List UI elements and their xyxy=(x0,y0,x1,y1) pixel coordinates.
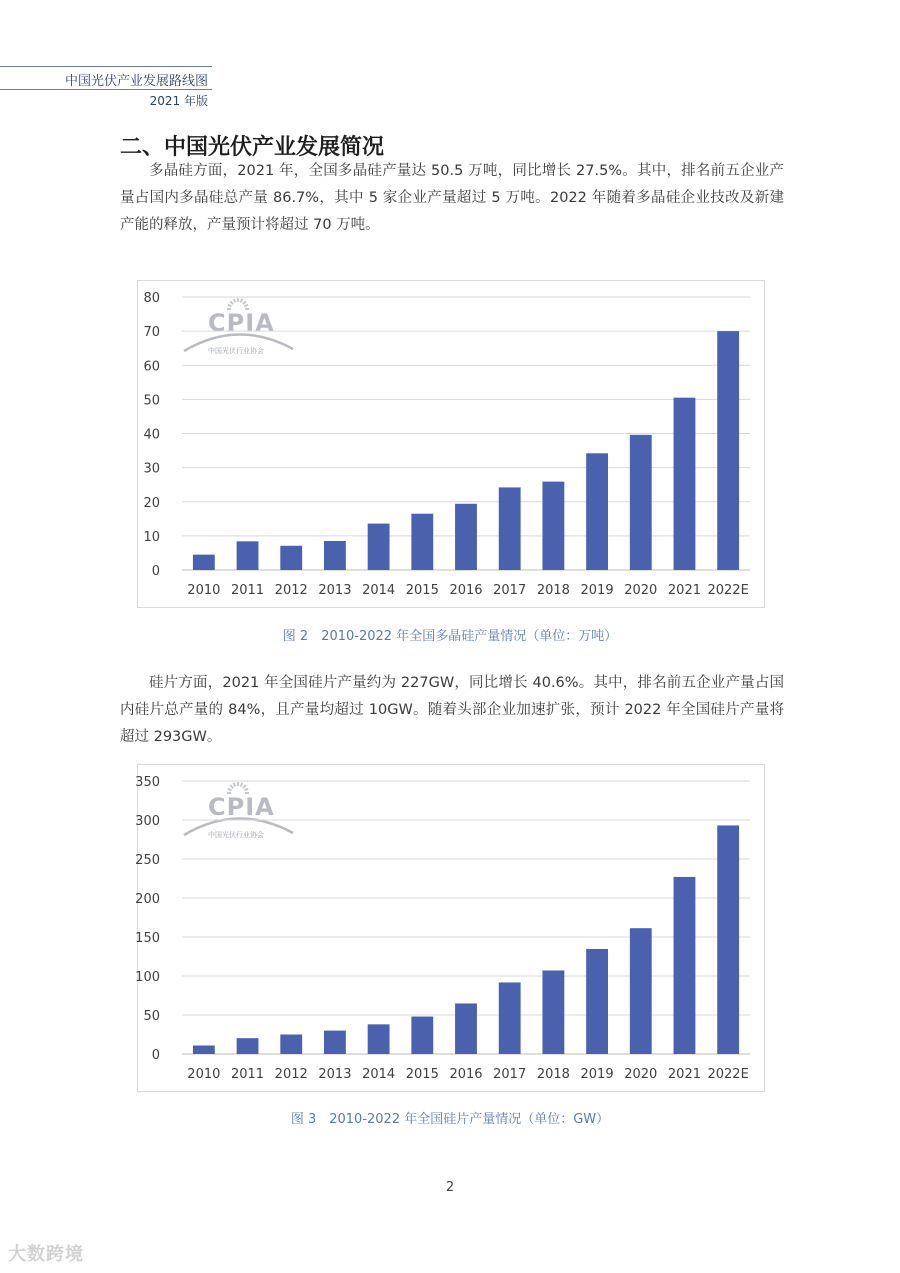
gear-icon xyxy=(227,298,249,309)
x-tick-label: 2022E xyxy=(707,1067,749,1082)
x-tick-label: 2013 xyxy=(318,1067,352,1082)
section-title: 二、中国光伏产业发展简况 xyxy=(120,135,385,160)
y-tick-label: 350 xyxy=(135,775,160,790)
chart-wafer-svg xyxy=(135,765,764,1091)
x-tick-label: 2019 xyxy=(580,583,614,598)
header-rule-middle xyxy=(0,89,212,90)
x-tick-label: 2017 xyxy=(493,1067,527,1082)
bar xyxy=(499,487,521,570)
figure-caption-2: 图 2 2010-2022 年全国多晶硅产量情况（单位：万吨） xyxy=(282,629,618,644)
chart-polysilicon xyxy=(137,280,765,608)
bar xyxy=(193,555,215,570)
paragraph-wafer: 硅片方面，2021 年全国硅片产量约为 227GW，同比增长 40.6%。其中，排名前五企业产量占国内硅片总产量的 84%，且产量均超过 10GW。随着头部企业加速扩张，预计 2022 年全国硅片产量将超过 293GW。 xyxy=(120,675,784,745)
logo-org-name: 中国光伏行业协会 xyxy=(208,347,264,355)
x-tick-label: 2010 xyxy=(187,583,221,598)
x-tick-label: 2012 xyxy=(274,1067,308,1082)
bar xyxy=(586,453,608,570)
bar xyxy=(280,546,302,570)
bar xyxy=(586,949,608,1054)
cpia-logo xyxy=(184,298,293,355)
x-tick-label: 2014 xyxy=(362,1067,396,1082)
bar xyxy=(324,1031,346,1054)
x-tick-label: 2018 xyxy=(536,583,570,598)
bar xyxy=(717,825,739,1054)
y-tick-label: 70 xyxy=(143,325,160,341)
x-tick-label: 2020 xyxy=(624,1067,658,1082)
x-tick-label: 2019 xyxy=(580,1067,614,1082)
bar xyxy=(542,482,564,570)
x-tick-label: 2013 xyxy=(318,583,352,598)
y-tick-label: 50 xyxy=(143,393,160,409)
header-title: 中国光伏产业发展路线图 xyxy=(64,74,208,89)
y-tick-label: 30 xyxy=(143,461,160,477)
y-tick-label: 40 xyxy=(143,427,160,443)
figure-caption-3: 图 3 2010-2022 年全国硅片产量情况（单位：GW） xyxy=(290,1112,610,1127)
y-tick-label: 0 xyxy=(151,1048,160,1063)
watermark: 大数跨境 xyxy=(8,1244,84,1265)
x-tick-label: 2010 xyxy=(187,1067,221,1082)
x-tick-label: 2021 xyxy=(667,583,702,598)
bar xyxy=(237,1038,259,1054)
x-tick-label: 2017 xyxy=(493,583,527,598)
bar xyxy=(542,970,564,1054)
chart-wafer xyxy=(137,764,765,1092)
bar xyxy=(193,1045,215,1054)
bar xyxy=(455,504,477,570)
bar xyxy=(411,1017,433,1054)
x-tick-label: 2021 xyxy=(667,1067,702,1082)
y-tick-label: 100 xyxy=(135,970,160,985)
y-tick-label: 50 xyxy=(143,1009,160,1024)
logo-org-name: 中国光伏行业协会 xyxy=(208,831,264,839)
paragraph-polysilicon: 多晶硅方面，2021 年，全国多晶硅产量达 50.5 万吨，同比增长 27.5%。其中，排名前五企业产量占国内多晶硅总产量 86.7%，其中 5 家企业产量超过 5 万吨。2022 年随着多晶硅企业技改及新建产能的释放，产量预计将超过 70 万吨。 xyxy=(120,163,784,233)
page-number: 2 xyxy=(445,1180,455,1195)
bar xyxy=(674,877,696,1054)
y-tick-label: 20 xyxy=(143,495,160,511)
x-tick-label: 2018 xyxy=(536,1067,570,1082)
x-tick-label: 2015 xyxy=(405,583,439,598)
y-tick-label: 0 xyxy=(151,564,160,579)
bar xyxy=(499,982,521,1054)
bar xyxy=(368,524,390,570)
header-rule-top xyxy=(0,66,212,67)
gear-icon xyxy=(227,782,249,793)
logo-wordmark: CPIA xyxy=(208,309,275,337)
x-tick-label: 2011 xyxy=(230,583,265,598)
y-tick-label: 250 xyxy=(135,853,160,868)
y-tick-label: 300 xyxy=(135,814,160,829)
x-tick-label: 2015 xyxy=(405,1067,439,1082)
bar xyxy=(630,928,652,1054)
header-edition: 2021 年版 xyxy=(149,94,208,108)
bar xyxy=(674,398,696,570)
cpia-logo xyxy=(184,782,293,839)
y-tick-label: 80 xyxy=(143,291,160,306)
bar xyxy=(280,1035,302,1055)
y-tick-label: 60 xyxy=(143,359,160,375)
bar xyxy=(411,514,433,570)
y-tick-label: 150 xyxy=(135,931,160,946)
bar xyxy=(630,435,652,570)
x-tick-label: 2011 xyxy=(230,1067,265,1082)
y-tick-label: 10 xyxy=(143,529,160,545)
x-tick-label: 2022E xyxy=(707,583,749,598)
y-tick-label: 200 xyxy=(135,892,160,907)
bar xyxy=(237,541,259,570)
bar xyxy=(455,1003,477,1054)
x-tick-label: 2020 xyxy=(624,583,658,598)
x-tick-label: 2014 xyxy=(362,583,396,598)
x-tick-label: 2012 xyxy=(274,583,308,598)
bar xyxy=(324,541,346,570)
bar xyxy=(368,1024,390,1054)
x-tick-label: 2016 xyxy=(449,1067,483,1082)
logo-wordmark: CPIA xyxy=(208,793,275,821)
bar xyxy=(717,331,739,570)
chart-polysilicon-svg xyxy=(138,281,764,607)
x-tick-label: 2016 xyxy=(449,583,483,598)
